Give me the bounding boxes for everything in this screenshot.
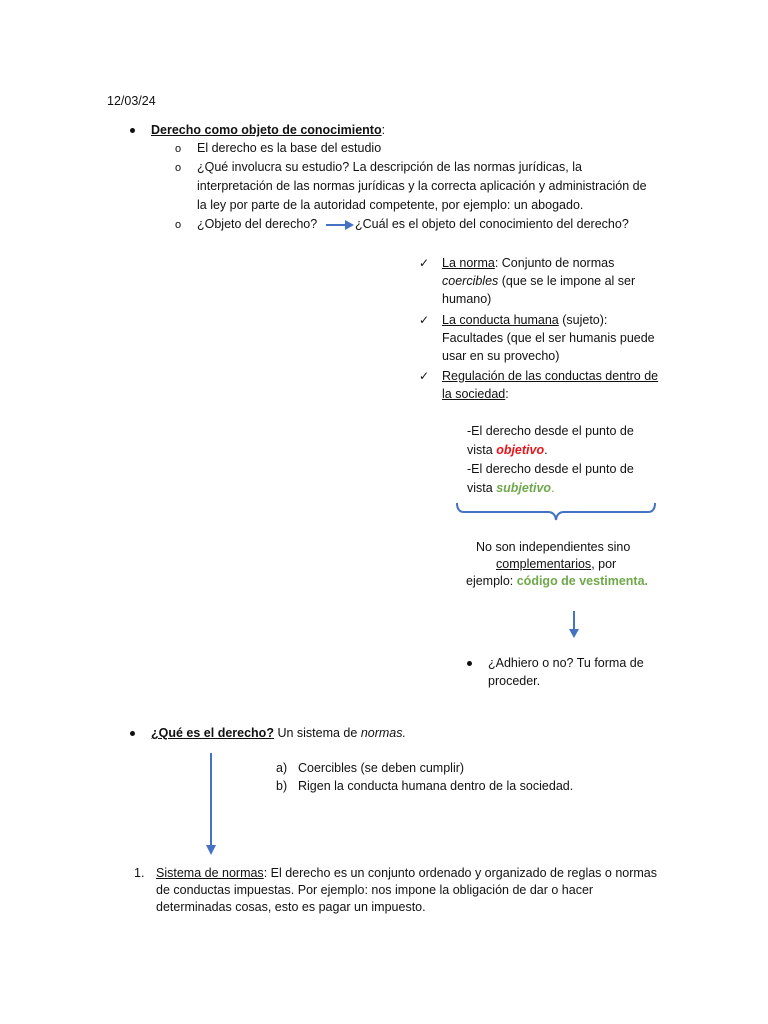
sub-item-2-line2: interpretación de las normas jurídicas y la correcta aplicación y administración de [197,179,647,193]
subjetivo-word: subjetivo [496,481,552,495]
down-arrow-icon [206,753,216,857]
check-3-line2 [442,385,509,404]
view-line4 [467,479,555,498]
right-arrow-icon [325,220,355,230]
bullet-icon [467,661,472,666]
check-1-rest: : Conjunto de normas [494,256,615,270]
section1-colon: : [381,123,386,137]
date: 12/03/24 [107,94,156,108]
check-1-line3: humano) [442,292,492,306]
circle-marker-icon: o [175,219,182,231]
numbered-line2: de conductas impuestas. Por ejemplo: nos impone la obligación de dar o hacer [156,883,594,897]
sub-item-1: El derecho es la base del estudio [197,141,382,155]
check-2-rest: (sujeto): [558,313,608,327]
check-3-line1: Regulación de las conductas dentro de [442,369,659,383]
numbered-line3: determinadas cosas, esto es pagar un impuesto. [156,900,426,914]
list-marker-b: b) [276,779,288,793]
section2-italic: normas. [360,726,406,740]
curly-brace-icon [456,502,656,524]
list-item-a: Coercibles (se deben cumplir) [298,761,465,775]
check-1-italic: coercibles [442,274,499,288]
complement-line3 [466,572,648,591]
list-item-b: Rigen la conducta humana dentro de la sociedad. [298,779,574,793]
check-1-line1 [442,254,614,273]
numbered-marker: 1. [134,866,145,880]
check-icon: ✓ [419,369,430,383]
check-1-line2-rest: (que se le impone al ser [498,274,636,288]
bullet-icon [130,731,135,736]
section1-title: Derecho como objeto de conocimiento [151,123,382,137]
objetivo-word: objetivo [496,443,545,457]
sub-item-3-question: ¿Objeto del derecho? [197,217,318,231]
view-line2-pre: vista [467,443,497,457]
section1-heading [151,121,385,140]
view-line4-dot: . [551,481,555,495]
adhiero-line1: ¿Adhiero o no? Tu forma de [488,656,644,670]
numbered-line1-rest: : El derecho es un conjunto ordenado y organizado de reglas o normas [263,866,657,880]
check-1-line2 [442,272,635,291]
check-2-title: La conducta humana [442,313,559,327]
check-3-title-end: la sociedad [442,387,506,401]
check-3-colon: : [505,387,509,401]
complement-line1: No son independientes sino [476,540,631,554]
numbered-title: Sistema de normas [156,866,264,880]
section2-rest: Un sistema de [273,726,361,740]
view-line2-dot: . [544,443,548,457]
sub-item-2-line1: ¿Qué involucra su estudio? La descripción de las normas jurídicas, la [197,160,582,174]
complementarios-word: complementarios [496,557,592,571]
list-marker-a: a) [276,761,288,775]
view-line3: -El derecho desde el punto de [467,462,634,476]
sub-item-2-line3: la ley por parte de la autoridad competente, por ejemplo: un abogado. [197,198,584,212]
view-line2 [467,441,548,460]
check-1-title: La norma [442,256,495,270]
codigo-vestimenta: código de vestimenta. [516,574,649,588]
check-2-line1 [442,311,607,330]
bullet-icon [130,128,135,133]
complement-line2-rest: , por [591,557,617,571]
view-line1: -El derecho desde el punto de [467,424,634,438]
section2-heading [151,724,406,743]
complement-line3-pre: ejemplo: [466,574,517,588]
check-2-line2: Facultades (que el ser humanis puede [442,331,655,345]
down-arrow-icon [569,611,579,639]
check-icon: ✓ [419,256,430,270]
adhiero-line2: proceder. [488,674,541,688]
circle-marker-icon: o [175,162,182,174]
sub-item-3-answer: ¿Cuál es el objeto del conocimiento del derecho? [355,217,629,231]
view-line4-pre: vista [467,481,497,495]
circle-marker-icon: o [175,143,182,155]
check-icon: ✓ [419,313,430,327]
section2-title: ¿Qué es el derecho? [151,726,274,740]
check-2-line3: usar en su provecho) [442,349,560,363]
